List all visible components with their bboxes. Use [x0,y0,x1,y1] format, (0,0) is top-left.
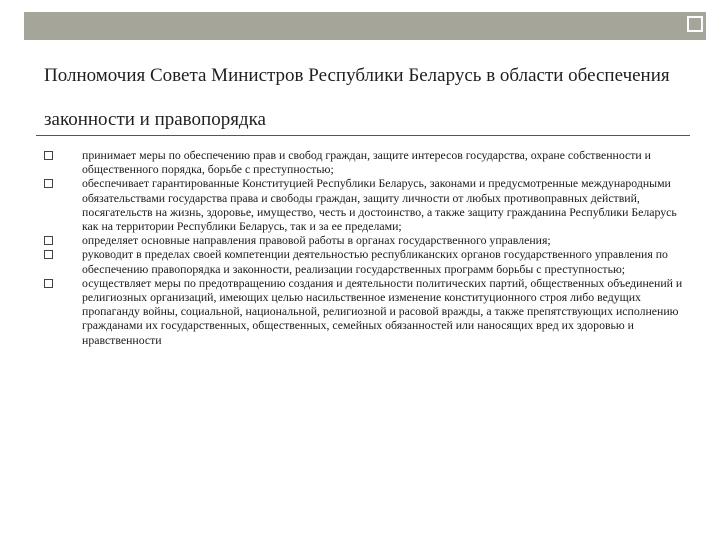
slide-title: Полномочия Совета Министров Республики Беларусь в области обеспечения законности и правопорядка [44,65,670,130]
square-bullet-icon [44,279,53,288]
square-bullet-icon [44,179,53,188]
list-item-text: руководит в пределах своей компетенции деятельностью республиканских органов государственного управления по обеспечению правопорядка и законности, реализации государственных программ борьбы с преступностью; [82,247,668,276]
list-item-text: определяет основные направления правовой работы в органах государственного управления; [82,233,551,248]
list-item [44,176,684,233]
list-item-text: обеспечивает гарантированные Конституцией Республики Беларусь, законами и предусмотренные международными обязательствами государства права и свободы граждан, защиту личности от любых противоправных действий, посягательств на жизнь, здоровье, имущество, честь и достоинство, а также защиту гражданина Республики Беларусь как на территории Республики Беларусь, так и за ее пределами; [82,176,677,234]
list-item [44,233,684,247]
list-item-text: осуществляет меры по предотвращению создания и деятельности политических партий, общественных объединений и религиозных организаций, имеющих целью насильственное изменение конституционного строя либо ведущих пропаганду войны, социальной, национальной, религиозной и расовой вражды, а также препятствующих исполнению гражданами их государственных, общественных, семейных обязанностей или наносящих вред их здоровью и нравственности [82,275,683,347]
square-bullet-icon [44,151,53,160]
slide-header-bar [24,12,706,40]
square-bullet-icon [44,236,53,245]
title-divider [36,135,690,136]
list-item [44,276,684,347]
list-item-text: принимает меры по обеспечению прав и свобод граждан, защите интересов государства, охране собственности и общественного порядка, борьбе с преступностью; [82,148,651,177]
bullet-list [44,148,684,347]
list-item [44,247,684,275]
list-item [44,148,684,176]
corner-square-decoration [687,16,703,32]
square-bullet-icon [44,250,53,259]
